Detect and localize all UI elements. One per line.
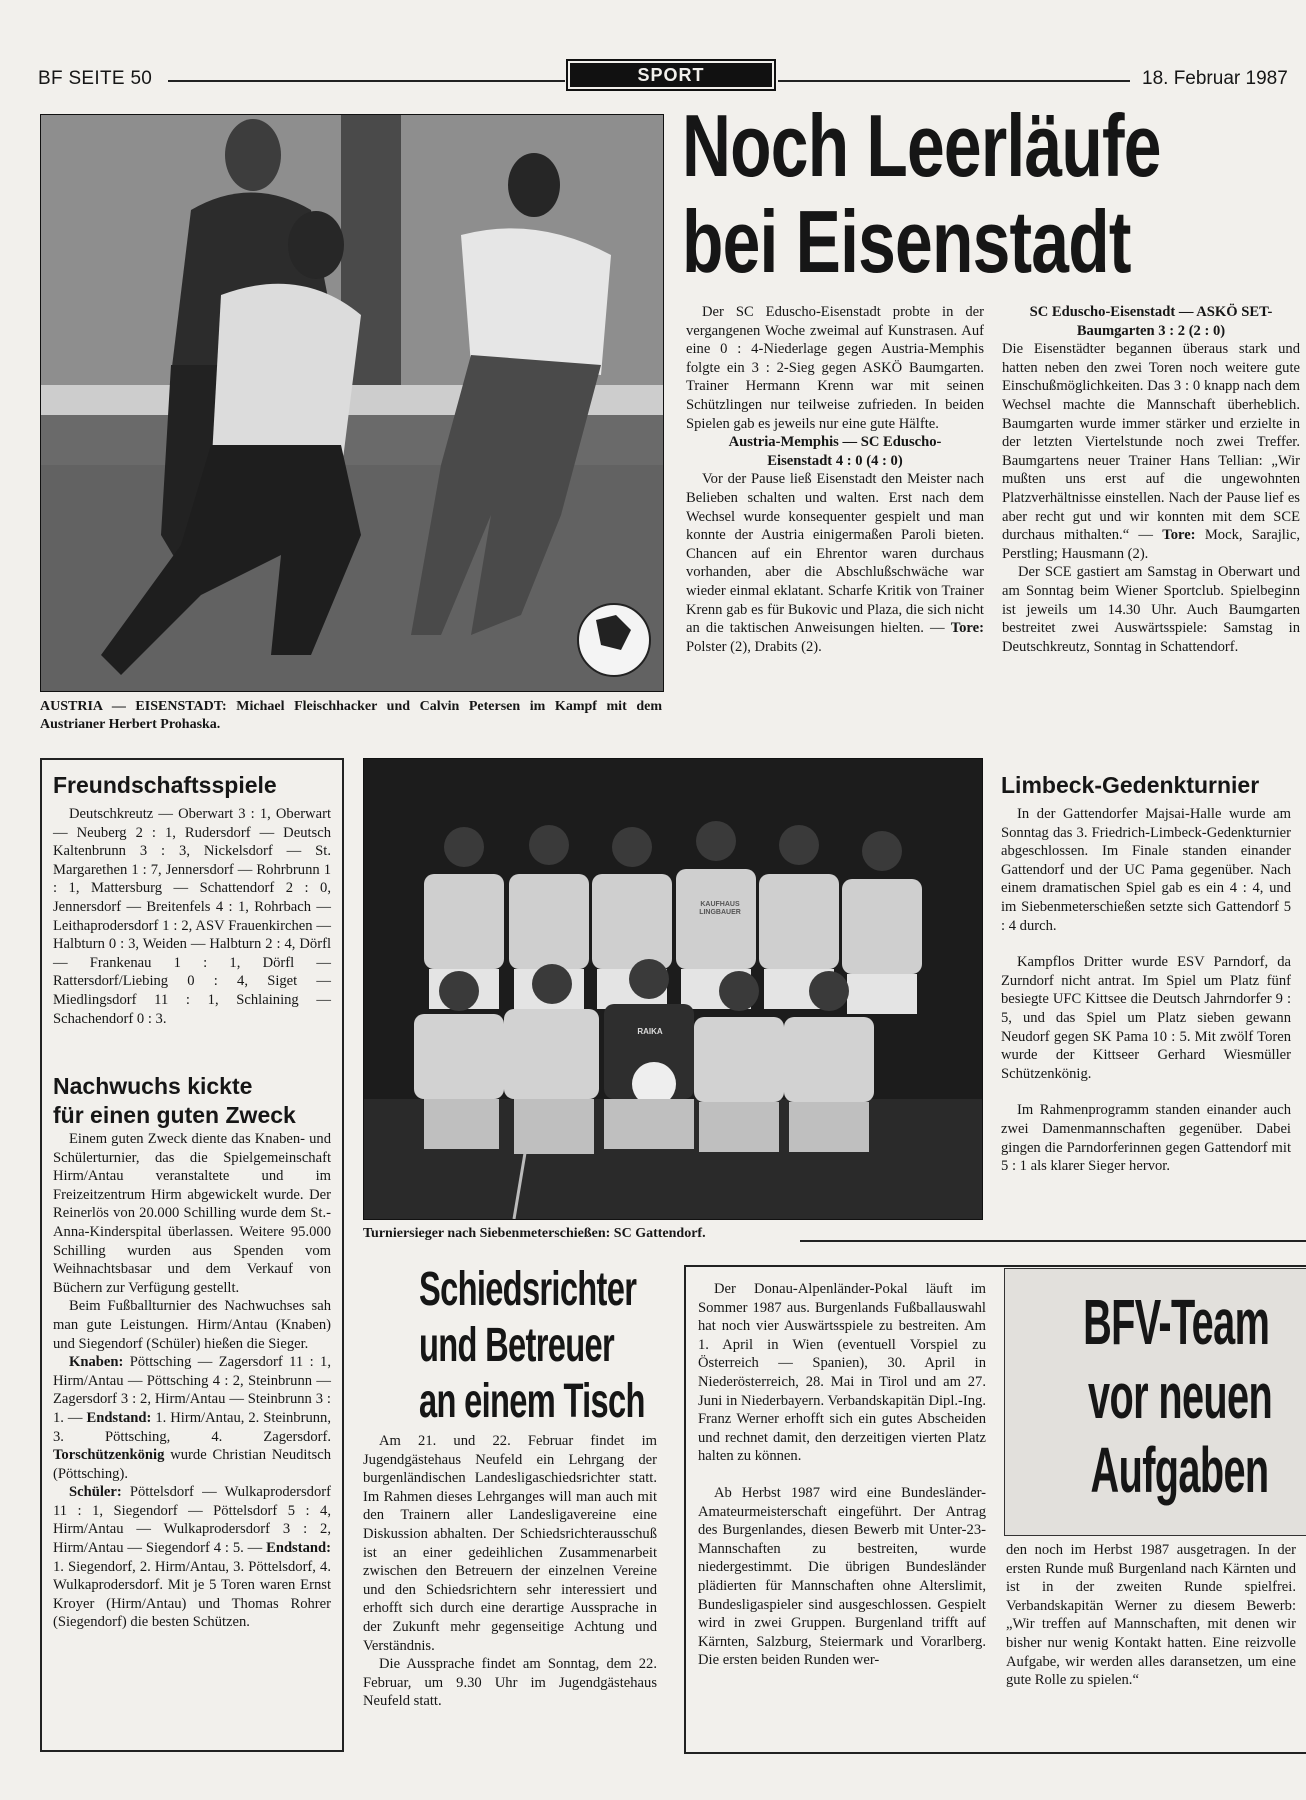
schiedsrichter-headline bbox=[363, 1262, 713, 1430]
team-photo-illustration bbox=[364, 759, 982, 1219]
page-number: BF SEITE 50 bbox=[38, 68, 153, 89]
main-photo-caption: AUSTRIA — EISENSTADT: Michael Fleischhacker und Calvin Petersen im Kampf mit dem Austrianer Herbert Prohaska. bbox=[40, 699, 662, 732]
freundschaft-title: Freundschaftsspiele bbox=[53, 772, 277, 798]
match2-goals-label: Tore: bbox=[1162, 527, 1196, 544]
main-headline bbox=[682, 98, 1306, 298]
nachwuchs-article bbox=[53, 1130, 331, 1632]
torschuetzen-label: Torschützenkönig bbox=[53, 1447, 165, 1464]
header-rule-left bbox=[168, 80, 565, 82]
match2-heading-a: SC Eduscho-Eisenstadt — ASKÖ SET- bbox=[1029, 304, 1273, 320]
schueler-label: Schüler: bbox=[69, 1484, 122, 1501]
knaben-endstand: 1. Hirm/Antau, 2. Steinbrunn, 3. Pöttsching, 4. Zagersdorf. bbox=[53, 1409, 331, 1445]
match2-body: Die Eisenstädter begannen überaus stark und hatten neben den zwei Toren noch weitere gute Einschußmöglichkeiten. Das 3 : 0 knapp nach dem Wechsel machte die Mannschaft überheblich. Baumgarten wurde immer stärker und erzielte in der letzten Viertelstunde noch zwei Treffer. Baumgartens neuer Trainer Hans Tellian: „Wir mußten uns erst auf die ungewohnten Platzverhältnisse einstellen. Nach der Pause lief es aber recht gut und wir konnten mit dem SCE durchaus mithalten.“ — bbox=[1002, 341, 1300, 544]
limbeck-title: Limbeck-Gedenkturnier bbox=[1001, 772, 1260, 798]
schiedsrichter-article bbox=[363, 1432, 657, 1711]
match-photo-illustration bbox=[41, 115, 663, 691]
nachwuchs-title bbox=[53, 1072, 296, 1130]
knaben-results: Pöttsching — Zagersdorf 11 : 1, Hirm/Antau — Pöttsching 4 : 2, Steinbrunn — Zagersdorf 3 : 2, Hirm/Antau — Steinbrunn 3 : 1. — bbox=[53, 1354, 332, 1426]
section-label-box bbox=[566, 59, 776, 91]
nachwuchs-p2: Beim Fußballturnier des Nachwuchses sah man gute Leistungen. Hirm/Antau (Knaben) und Siegendorf (Schüler) hießen die Sieger. bbox=[53, 1298, 331, 1352]
knaben-label: Knaben: bbox=[69, 1354, 124, 1371]
freundschaft-results: Deutschkreutz — Oberwart 3 : 1, Oberwart — Neuberg 2 : 1, Rudersdorf — Deutsch Kaltenbrunn 3 : 3, Nickelsdorf — St. Margarethen 1 : 7, Jennersdorf — Rohrbrunn 1 : 1, Mattersburg — Schattendorf 2 : 0, Jennersdorf — Breitenfels 4 : 1, Rohrbach — Leithaprodersdorf 1 : 2, ASV Frauenkirchen — Halbturn 0 : 3, Weiden — Halbturn 2 : 4, Dörfl — Frankenau 1 : 1, Dörfl — Rattersdorf/Liebing 0 : 4, Siget — Miedlingsdorf 11 : 1, Schlaining — Schachendorf 0 : 3. bbox=[53, 806, 331, 1027]
bfv-article-col1 bbox=[698, 1280, 986, 1670]
limbeck-article bbox=[1001, 805, 1291, 1176]
bfv-headline bbox=[1028, 1285, 1306, 1507]
schiedsrichter-p2: Die Aussprache findet am Sonntag, dem 22. Februar, um 9.30 Uhr im Jugendgästehaus Neufeld statt. bbox=[363, 1656, 657, 1710]
match2-goals: Mock, Sarajlic, Perstling; Hausmann (2). bbox=[1002, 527, 1300, 562]
limbeck-p2: Kampflos Dritter wurde ESV Parndorf, da Zurndorf nicht antrat. Im Spiel um Platz fünf besiegte UFC Kittsee die Deutsch Jahrndorfer 9 : 5, und das Spiel um Platz sieben gewann Neudorf gegen SK Pama 10 : 5. Mit zwölf Toren wurde der Kittseer Gerhard Wiesmüller Schützenkönig. bbox=[1001, 954, 1291, 1082]
nachwuchs-title-line1: Nachwuchs kickte bbox=[53, 1073, 253, 1099]
bfv-headline-line1: BFV-Team bbox=[1083, 1286, 1270, 1358]
match1-heading-a: Austria-Memphis — SC Eduscho- bbox=[728, 434, 942, 451]
schueler-endstand-label: Endstand: bbox=[266, 1540, 331, 1557]
section-label: SPORT bbox=[570, 63, 772, 87]
bfv-headline-line2: vor neuen bbox=[1088, 1360, 1273, 1432]
page-header bbox=[0, 0, 1306, 100]
schiedsrichter-headline-line3: an einem Tisch bbox=[419, 1375, 645, 1428]
match1-goals: Polster (2), Drabits (2). bbox=[686, 638, 822, 655]
torschuetzen-text: wurde Christian Neuditsch (Pöttsching). bbox=[53, 1447, 331, 1482]
schiedsrichter-p1: Am 21. und 22. Februar findet im Jugendgästehaus Neufeld ein Lehrgang der burgenländischen Landesligaschiedsrichter statt. Im Rahmen dieses Lehrganges will man auch mit den Trainern aller Landesligavereine eine Diskussion abhalten. Der Schiedsrichterausschuß ist an einer gedeihlichen Zusammenarbeit zwischen den Betreuern der einzelnen Vereine und den Schiedsrichtern sehr interessiert und erhofft sich durch eine derartige Aussprache in der Zukunft mehr gegenseitige Achtung und Verständnis. bbox=[363, 1433, 657, 1654]
match1-heading-b: Eisenstadt 4 : 0 (4 : 0) bbox=[767, 452, 903, 469]
match1-body: Vor der Pause ließ Eisenstadt den Meister nach Belieben schalten und walten. Erst nach dem Wechsel wurde konsequenter gespielt und man konnte der Austria einigermaßen Paroli bieten. Chancen auf ein Ehrentor waren durchaus vorhanden, aber die Abschlußschwäche war wieder einmal eklatant. Scharfe Kritik von Trainer Krenn gab es für Bukovic und Plaza, die sich nicht an die taktischen Anweisungen hielten. — bbox=[686, 471, 984, 637]
match2-heading-b: Baumgarten 3 : 2 (2 : 0) bbox=[1076, 322, 1226, 339]
limbeck-p1: In der Gattendorfer Majsai-Halle wurde am Sonntag das 3. Friedrich-Limbeck-Gedenkturnier abgeschlossen. Im Finale standen einander Gattendorf und der UC Pama gegenüber. Nach einem dramatischen Spiel gab es ein 4 : 4, und im Siebenmeterschießen setzte sich Gattendorf 5 : 4 durch. bbox=[1001, 806, 1291, 934]
schueler-endstand: 1. Siegendorf, 2. Hirm/Antau, 3. Pöttelsdorf, 4. Wulkaprodersdorf. Mit je 5 Toren waren Ernst Kroyer (Hirm/Antau) und Thomas Rohrer (Siegendorf) die besten Schützen. bbox=[53, 1558, 331, 1631]
knaben-endstand-label: Endstand: bbox=[86, 1409, 152, 1426]
team-photo-caption: Turniersieger nach Siebenmeterschießen: SC Gattendorf. bbox=[363, 1226, 706, 1241]
limbeck-p3: Im Rahmenprogramm standen einander auch zwei Damenmannschaften gegenüber. Dabei gingen die Parndorferinnen gegen Gattendorf mit 5 : 1 als klarer Sieger hervor. bbox=[1001, 1102, 1291, 1175]
bfv-p1: Der Donau-Alpenländer-Pokal läuft im Sommer 1987 aus. Burgenlands Fußballauswahl hat noch vier Auswärtsspiele zu bestreiten. Am 1. April in Wien (eventuell Vorspiel zu Österreich — Spanien), 30. April in Niederösterreich, 28. Mai in Tirol und am 27. Juni in Niederbayern. Verbandskapitän Dipl.-Ing. Franz Werner erhofft sich ein gutes Abscheiden und rechnet damit, den derzeitigen vierten Platz halten zu können. bbox=[698, 1281, 986, 1465]
nachwuchs-title-line2: für einen guten Zweck bbox=[53, 1102, 296, 1128]
match2-outlook: Der SCE gastiert am Samstag in Oberwart und am Sonntag beim Wiener Sportclub. Spielbeginn ist jeweils um 14.30 Uhr. Auch Baumgarten bestreitet zwei Auswärtsspiele: Samstag in Deutschkreutz, Sonntag in Schattendorf. bbox=[1002, 564, 1300, 655]
bfv-headline-line3: Aufgaben bbox=[1090, 1434, 1269, 1506]
team-photo bbox=[363, 758, 983, 1220]
team-caption-rule bbox=[800, 1240, 1306, 1242]
team-shirt-sponsor: KAUFHAUS LINGBAUER bbox=[699, 901, 741, 916]
main-article-col2 bbox=[1002, 303, 1300, 656]
main-intro: Der SC Eduscho-Eisenstadt probte in der vergangenen Woche zweimal auf Kunstrasen. Auf eine 0 : 4-Niederlage gegen Austria-Memphis folgte ein 3 : 2-Sieg gegen ASKÖ Baumgarten. Trainer Hermann Krenn war mit seinen Schützlingen nur teilweise zufrieden. In beiden Spielen gab es jeweils nur eine gute Hälfte. bbox=[686, 304, 984, 432]
schiedsrichter-headline-line1: Schiedsrichter bbox=[419, 1263, 637, 1316]
main-headline-line1: Noch Leerläufe bbox=[682, 96, 1161, 195]
main-match-photo bbox=[40, 114, 664, 692]
header-rule-right bbox=[778, 80, 1130, 82]
main-article-col1 bbox=[686, 303, 984, 656]
nachwuchs-p1: Einem guten Zweck diente das Knaben- und Schülerturnier, das die Spielgemeinschaft Hirm/Antau veranstaltete und im Freizeitzentrum Hirm abgewickelt wurde. Der Reinerlös von 20.000 Schilling wurde dem St.-Anna-Kinderspital überlassen. Weitere 95.000 Schilling wurden aus Spenden vom Weihnachtsbasar und dem Verkauf von Büchern zur Verfügung gestellt. bbox=[53, 1131, 331, 1296]
page-date: 18. Februar 1987 bbox=[1142, 68, 1288, 89]
main-headline-line2: bei Eisenstadt bbox=[682, 192, 1131, 291]
schueler-results: Pöttelsdorf — Wulkaprodersdorf 11 : 1, Siegendorf — Pöttelsdorf 5 : 4, Hirm/Antau — Wulkaprodersdorf 3 : 2, Hirm/Antau — Siegendorf 4 : 5. — bbox=[53, 1484, 331, 1557]
match1-goals-label: Tore: bbox=[950, 620, 984, 637]
schiedsrichter-headline-line2: und Betreuer bbox=[419, 1319, 614, 1372]
bfv-p2: Ab Herbst 1987 wird eine Bundesländer-Amateurmeisterschaft eingeführt. Der Antrag des Burgenlandes, diesen Bewerb mit Unter-23-Mannschaften zu bestreiten, wurde niedergestimmt. Die übrigen Bundesländer plädierten für Mannschaften ohne Alterslimit, Bundesligaspieler sind ausgeschlossen. Gespielt wird in zwei Gruppen. Burgenland trifft auf Kärnten, Salzburg, Steiermark und Vorarlberg. Die ersten beiden Runden wer- bbox=[698, 1484, 986, 1669]
keeper-shirt-sponsor: RAIKA bbox=[637, 1027, 663, 1036]
bfv-article-col2: den noch im Herbst 1987 ausgetragen. In der ersten Runde muß Burgenland nach Kärnten und ist in der zweiten Runde spielfrei. Verbandskapitän Werner zu diesem Bewerb: „Wir treffen auf Mannschaften, mit denen wir bisher nur wenig Kontakt hatten. Eine reizvolle Aufgabe, wir werden alles daransetzen, um eine gute Rolle zu spielen.“ bbox=[1006, 1542, 1296, 1689]
